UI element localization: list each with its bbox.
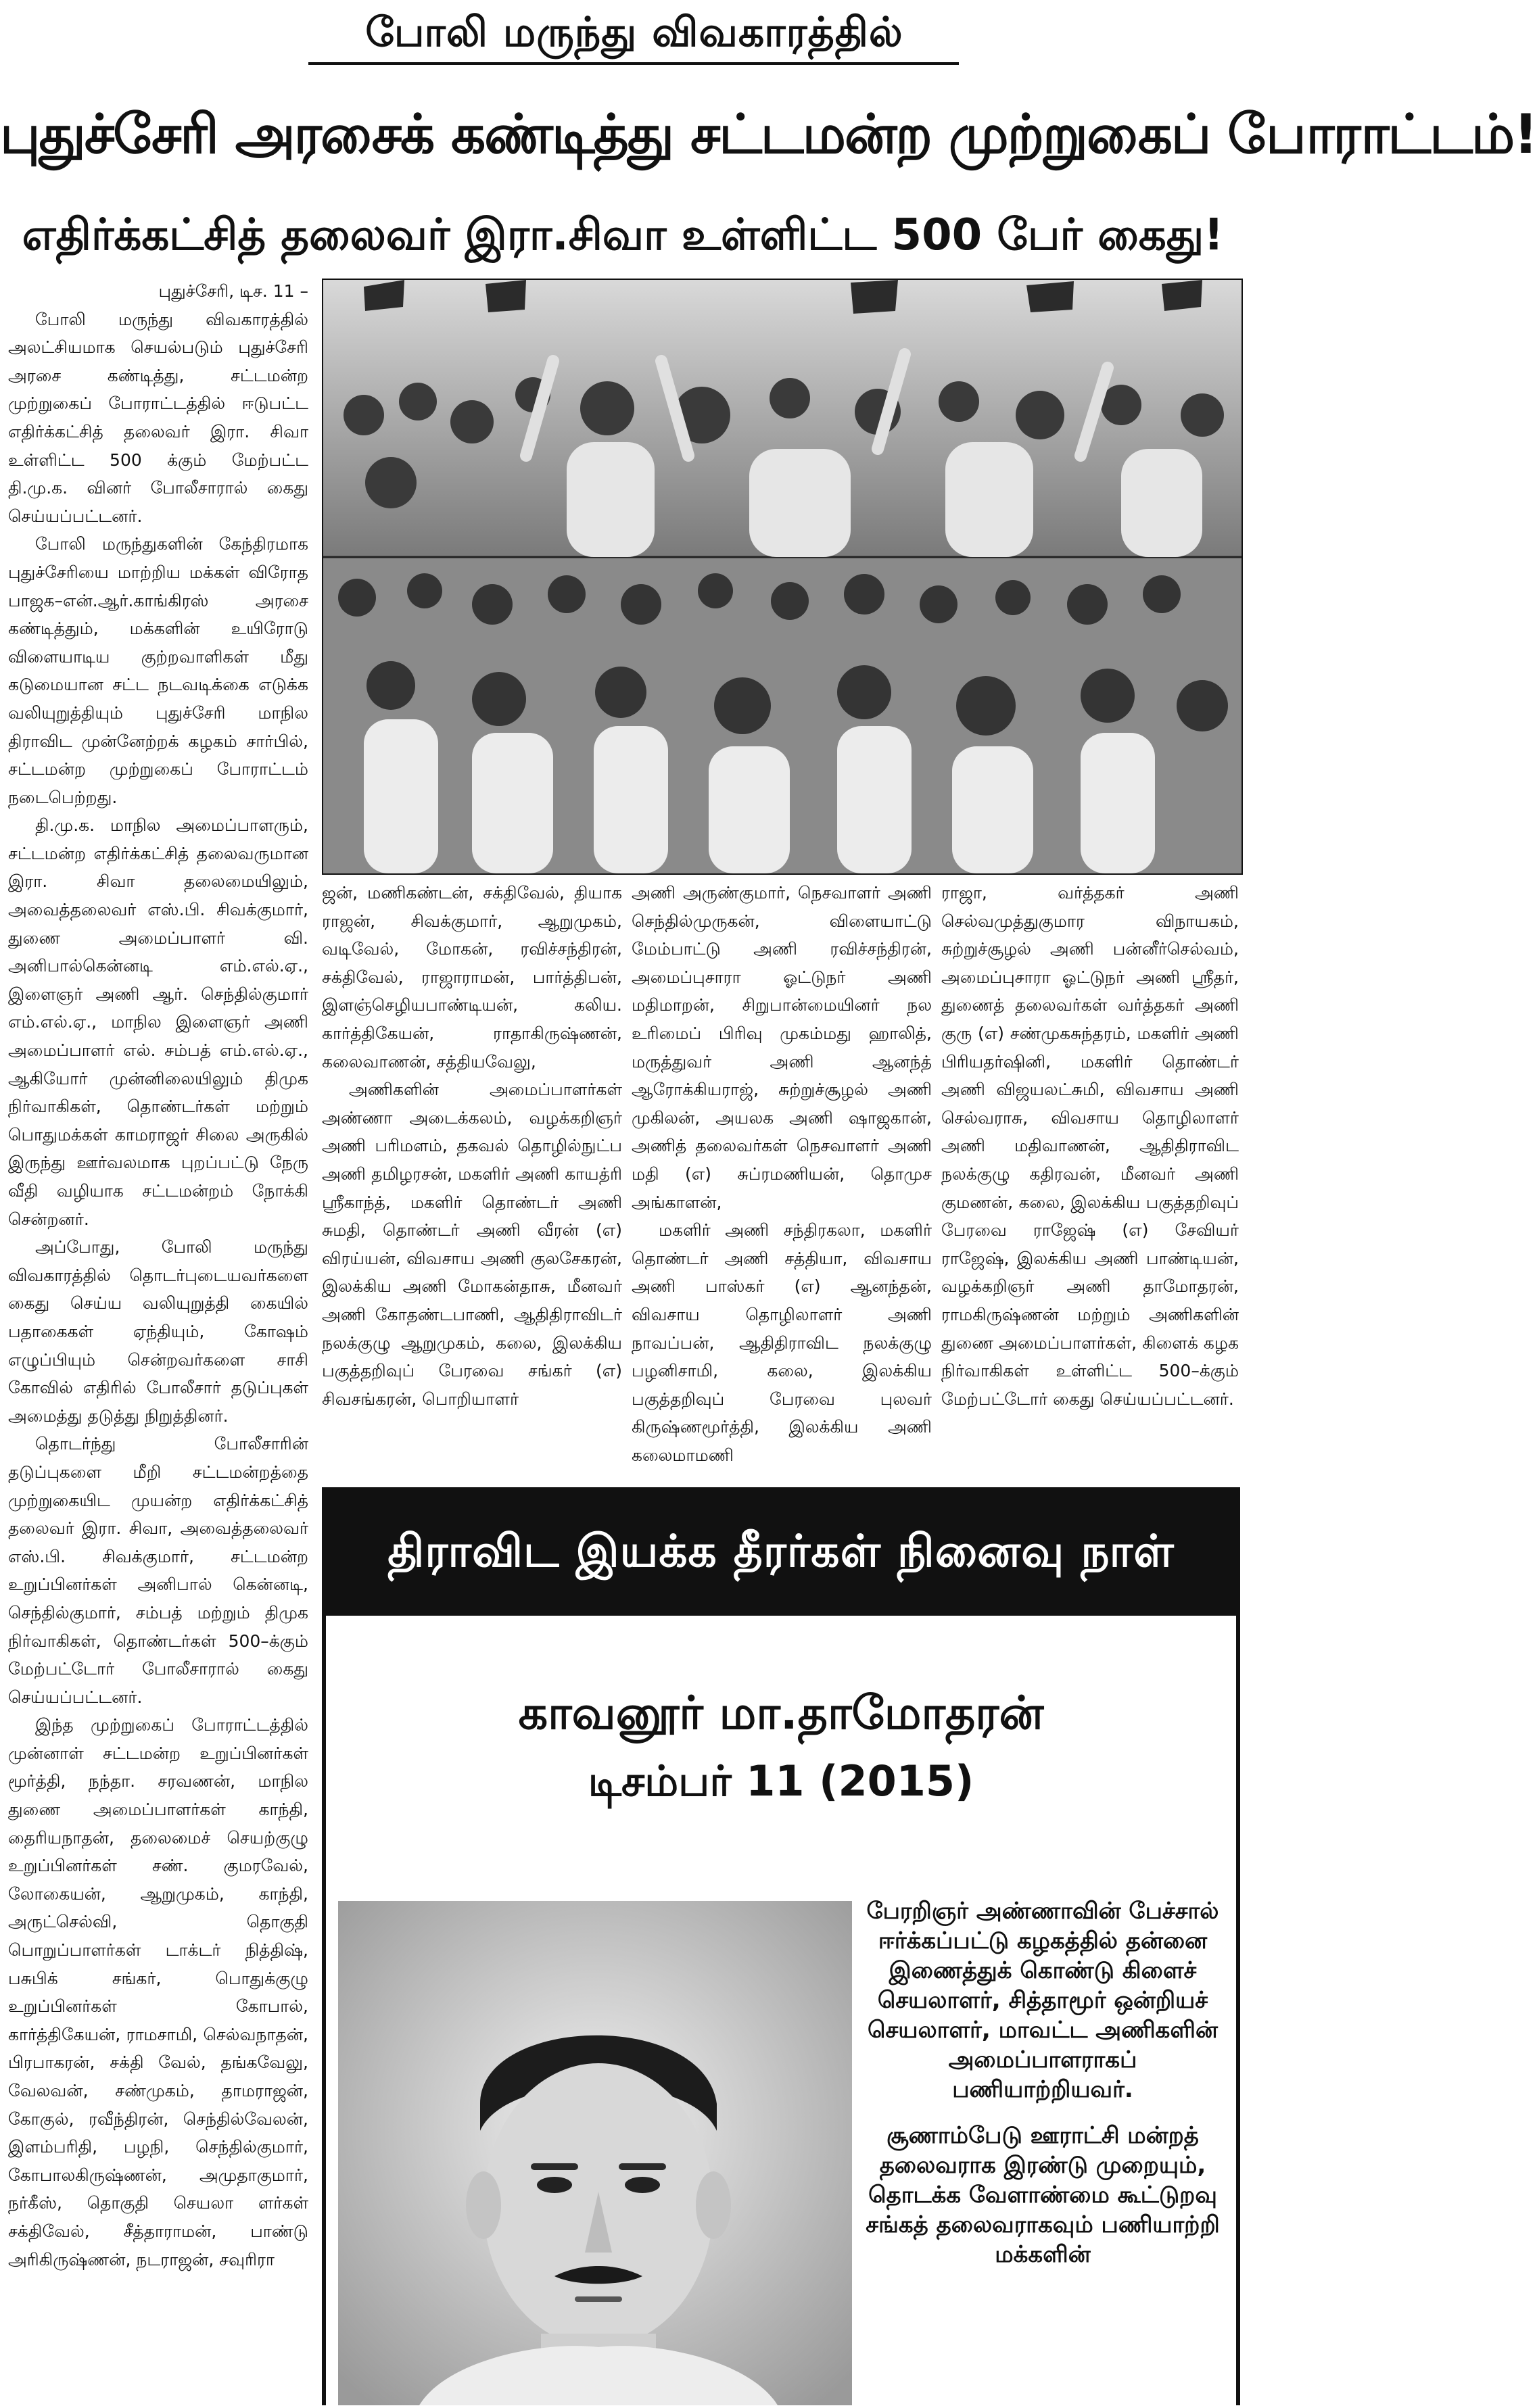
memorial-bio <box>857 1896 1228 2286</box>
article-paragraph: போலி மருந்துகளின் கேந்திரமாக புதுச்சேரியை மாற்றிய மக்கள் விரோத பாஜக–என்.ஆர்.காங்கிரஸ் அரசை கண்டித்தும், மக்களின் உயிரோடு விளையாடிய குற்றவாளிகள் மீது கடுமையான சட்ட நடவடிக்கை எடுக்க வலியுறுத்தியும் புதுச்சேரி மாநில திராவிட முன்னேற்றக் கழகம் சார்பில், சட்டமன்ற முற்றுகைப் போராட்டம் நடைபெற்றது. <box>8 534 308 807</box>
memorial-name: காவனூர் மா.தாமோதரன் <box>518 1687 1044 1740</box>
memorial-date: டிசம்பர் 11 (2015) <box>588 1756 974 1806</box>
article-column-2 <box>322 879 622 1413</box>
memorial-portrait <box>338 1901 852 2405</box>
article-paragraph: தொடர்ந்து போலீசாரின் தடுப்புகளை மீறி சட்டமன்றத்தை முற்றுகையிட முயன்ற எதிர்க்கட்சித் தலைவர் இரா. சிவா, அவைத்தலைவர் எஸ்.பி. சிவக்குமார், சட்டமன்ற உறுப்பினர்கள் அனிபால் கென்னடி, செந்தில்குமார், சம்பத் மற்றும் திமுக நிர்வாகிகள், தொண்டர்கள் 500–க்கும் மேற்பட்டோர் போலீசாரால் கைது செய்யப்பட்டனர். <box>8 1434 308 1707</box>
article-paragraph: அணி அருண்குமார், நெசவாளர் அணி செந்தில்முருகன், விளையாட்டு மேம்பாட்டு அணி ரவிச்சந்திரன், அமைப்புசாரா ஓட்டுநர் அணி மதிமாறன், சிறுபான்மையினர் நல உரிமைப் பிரிவு முகம்மது ஹாலித், மருத்துவர் அணி ஆனந்த் ஆரோக்கியராஜ், சுற்றுச்சூழல் அணி முகிலன், அயலக அணி ஷாஜகான், அணித் தலைவர்கள் நெசவாளர் அணி மதி (எ) சுப்ரமணியன், தொமுச அங்காளன், <box>632 883 932 1212</box>
protest-photo <box>322 279 1243 875</box>
portrait-illustration <box>338 1901 852 2405</box>
article-column-4 <box>941 879 1239 1413</box>
article-paragraph: அணிகளின் அமைப்பாளர்கள் அண்ணா அடைக்கலம், வழக்கறிஞர் அணி பரிமளம், தகவல் தொழில்நுட்ப அணி தமிழரசன், மகளிர் அணி காயத்ரி ஸ்ரீகாந்த், மகளிர் தொண்டர் அணி சுமதி, தொண்டர் அணி வீரன் (எ) விரய்யன், விவசாய அணி குலசேகரன், இலக்கிய அணி மோகன்தாசு, மீனவர் அணி கோதண்டபாணி, ஆதிதிராவிடர் நலக்குழு ஆறுமுகம், கலை, இலக்கிய பகுத்தறிவுப் பேரவை சங்கர் (எ) சிவசங்கரன், பொறியாளர் <box>322 1080 622 1409</box>
bio-paragraph: சூணாம்பேடு ஊராட்சி மன்றத் தலைவராக இரண்டு முறையும், தொடக்க வேளாண்மை கூட்டுறவு சங்கத் தலைவராகவும் பணியாற்றி மக்களின் <box>866 2122 1220 2268</box>
crowd-illustration <box>323 280 1242 873</box>
article-paragraph: மகளிர் அணி சந்திரகலா, மகளிர் தொண்டர் அணி சத்தியா, விவசாய அணி பாஸ்கர் (எ) ஆனந்தன், விவசாய தொழிலாளர் அணி நாவப்பன், ஆதிதிராவிட நலக்குழு பழனிசாமி, கலை, இலக்கிய பகுத்தறிவுப் பேரவை புலவர் கிருஷ்ணமூர்த்தி, இலக்கிய அணி கலைமாமணி <box>632 1220 932 1465</box>
bio-paragraph: பேரறிஞர் அண்ணாவின் பேச்சால் ஈர்க்கப்பட்டு கழகத்தில் தன்னை இணைத்துக் கொண்டு கிளைச் செயலாளர், சித்தாமூர் ஒன்றியச் செயலாளர், மாவட்ட அணிகளின் அமைப்பாளராகப் பணியாற்றியவர். <box>866 1898 1219 2103</box>
memorial-banner: திராவிட இயக்க தீரர்கள் நினைவு நாள் <box>322 1487 1240 1616</box>
sub-headline: எதிர்க்கட்சித் தலைவர் இரா.சிவா உள்ளிட்ட 500 பேர் கைது! <box>22 210 1224 260</box>
dateline: புதுச்சேரி, டிச. 11 – <box>158 281 308 301</box>
main-headline: புதுச்சேரி அரசைக் கண்டித்து சட்டமன்ற முற்றுகைப் போராட்டம்! <box>0 103 1537 166</box>
article-paragraph: இந்த முற்றுகைப் போராட்டத்தில் முன்னாள் சட்டமன்ற உறுப்பினர்கள் மூர்த்தி, நந்தா. சரவணன், மாநில துணை அமைப்பாளர்கள் காந்தி, தைரியநாதன், தலைமைச் செயற்குழு உறுப்பினர்கள் சண். குமரவேல், லோகையன், ஆறுமுகம், காந்தி, அருட்செல்வி, தொகுதி பொறுப்பாளர்கள் டாக்டர் நித்திஷ், பசுபிக் சங்கர், பொதுக்குழு உறுப்பினர்கள் கோபால், கார்த்திகேயன், ராமசாமி, செல்வநாதன், பிரபாகரன், சக்தி வேல், தங்கவேலு, வேலவன், சண்முகம், தாமராஜன், கோகுல், ரவீந்திரன், செந்தில்வேலன், இளம்பரிதி, பழநி, செந்தில்குமார், கோபாலகிருஷ்ணன், அமுதாகுமார், நர்கீஸ், தொகுதி செயலா ளர்கள் சக்திவேல், சீத்தாராமன், பாண்டு அரிகிருஷ்ணன், நடராஜன், சவுரிரா <box>8 1715 308 2269</box>
kicker-divider <box>308 62 959 65</box>
article-paragraph: ராஜா, வர்த்தகர் அணி செல்வமுத்துகுமார விநாயகம், சுற்றுச்சூழல் அணி பன்னீர்செல்வம், அமைப்புசாரா ஓட்டுநர் அணி ஸ்ரீதர், துணைத் தலைவர்கள் வர்த்தகர் அணி குரு (எ) சண்முகசுந்தரம், மகளிர் அணி பிரியதர்ஷினி, மகளிர் தொண்டர் அணி விஜயலட்சுமி, விவசாய அணி செல்வராசு, விவசாய தொழிலாளர் அணி மதிவாணன், ஆதிதிராவிட நலக்குழு கதிரவன், மீனவர் அணி குமணன், கலை, இலக்கிய பகுத்தறிவுப் பேரவை ராஜேஷ் (எ) சேவியர் ராஜேஷ், இலக்கிய அணி பாண்டியன், வழக்கறிஞர் அணி தாமோதரன், ராமகிருஷ்ணன் மற்றும் அணிகளின் துணை அமைப்பாளர்கள், கிளைக் கழக நிர்வாகிகள் உள்ளிட்ட 500–க்கும் மேற்பட்டோர் கைது செய்யப்பட்டனர். <box>941 883 1239 1409</box>
kicker-headline: போலி மருந்து விவகாரத்தில் <box>365 9 903 56</box>
article-paragraph: போலி மருந்து விவகாரத்தில் அலட்சியமாக செயல்படும் புதுச்சேரி அரசை கண்டித்து, சட்டமன்ற முற்றுகைப் போராட்டத்தில் ஈடுபட்ட எதிர்க்கட்சித் தலைவர் இரா. சிவா உள்ளிட்ட 500 க்கும் மேற்பட்ட தி.மு.க. வினர் போலீசாரால் கைது செய்யப்பட்டனர். <box>8 309 308 526</box>
article-paragraph: அப்போது, போலி மருந்து விவகாரத்தில் தொடர்புடையவர்களை கைது செய்ய வலியுறுத்தி கையில் பதாகைகள் ஏந்தியும், கோஷம் எழுப்பியும் சென்றவர்களை சாசி கோவில் எதிரில் போலீசார் தடுப்புகள் அமைத்து தடுத்து நிறுத்தினர். <box>8 1237 308 1426</box>
article-column-3 <box>632 879 932 1469</box>
article-paragraph: தி.மு.க. மாநில அமைப்பாளரும், சட்டமன்ற எதிர்க்கட்சித் தலைவருமான இரா. சிவா தலைமையிலும், அவைத்தலைவர் எஸ்.பி. சிவக்குமார், துணை அமைப்பாளர் வி. அனிபால்கென்னடி எம்.எல்.ஏ., இளைஞர் அணி ஆர். செந்தில்குமார் எம்.எல்.ஏ., மாநில இளைஞர் அணி அமைப்பாளர் எல். சம்பத் எம்.எல்.ஏ., ஆகியோர் முன்னிலையிலும் திமுக நிர்வாகிகள், தொண்டர்கள் மற்றும் பொதுமக்கள் காமராஜர் சிலை அருகில் இருந்து ஊர்வலமாக புறப்பட்டு நேரு வீதி வழியாக சட்டமன்றம் நோக்கி சென்றனர். <box>8 815 308 1229</box>
article-paragraph: ஜன், மணிகண்டன், சக்திவேல், தியாக ராஜன், சிவக்குமார், ஆறுமுகம், வடிவேல், மோகன், ரவிச்சந்திரன், சக்திவேல், ராஜாராமன், பார்த்திபன், இளஞ்செழியபாண்டியன், கலிய. கார்த்திகேயன், ராதாகிருஷ்ணன், கலைவாணன், சத்தியவேலு, <box>322 883 622 1071</box>
article-column-1 <box>8 277 308 2273</box>
